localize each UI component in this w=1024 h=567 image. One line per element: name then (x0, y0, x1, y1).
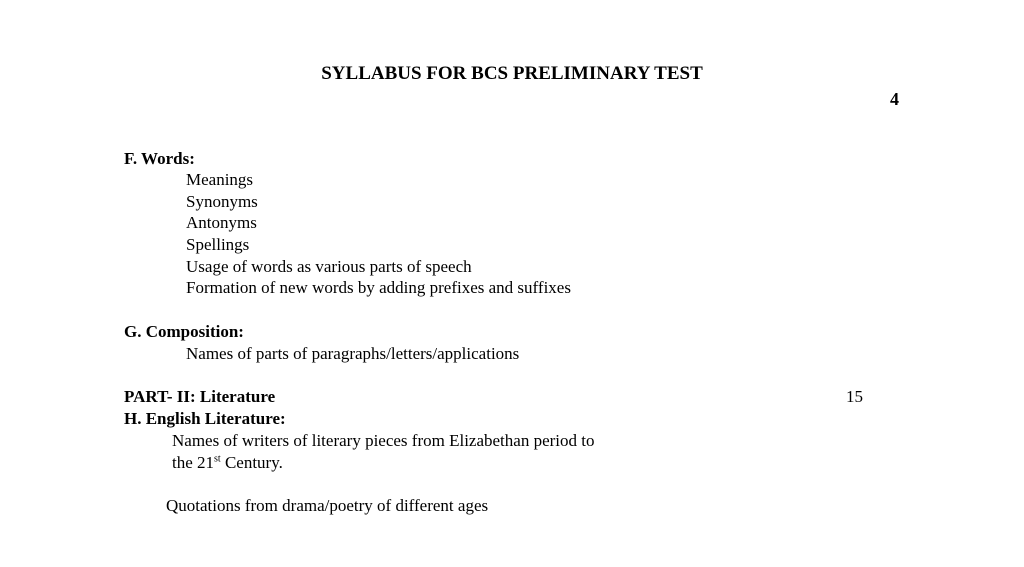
list-item: Meanings (186, 170, 254, 189)
page-title: SYLLABUS FOR BCS PRELIMINARY TEST (321, 63, 703, 84)
ordinal-suffix: st (214, 453, 221, 465)
list-item: Formation of new words by adding prefixes and suffixes (186, 278, 571, 297)
page-number: 4 (890, 89, 899, 109)
section-g-heading: G. Composition: (124, 322, 244, 341)
list-item: Synonyms (186, 192, 258, 211)
section-f-heading: F. Words: (124, 149, 195, 168)
section-h-line-2 (172, 454, 283, 471)
line-2-prefix: the 21 (172, 453, 215, 472)
section-h-quotations: Quotations from drama/poetry of different ages (166, 496, 489, 515)
list-item: Antonyms (186, 213, 257, 232)
list-item: Spellings (186, 235, 250, 254)
list-item: Usage of words as various parts of speech (186, 257, 472, 276)
section-h-heading: H. English Literature: (124, 409, 286, 428)
part-ii-marks: 15 (846, 387, 863, 406)
list-item: Names of parts of paragraphs/letters/applications (186, 344, 520, 363)
part-ii-heading: PART- II: Literature (124, 387, 276, 406)
section-h-line-1: Names of writers of literary pieces from Elizabethan period to (172, 431, 595, 450)
line-2-suffix: Century. (220, 453, 283, 472)
